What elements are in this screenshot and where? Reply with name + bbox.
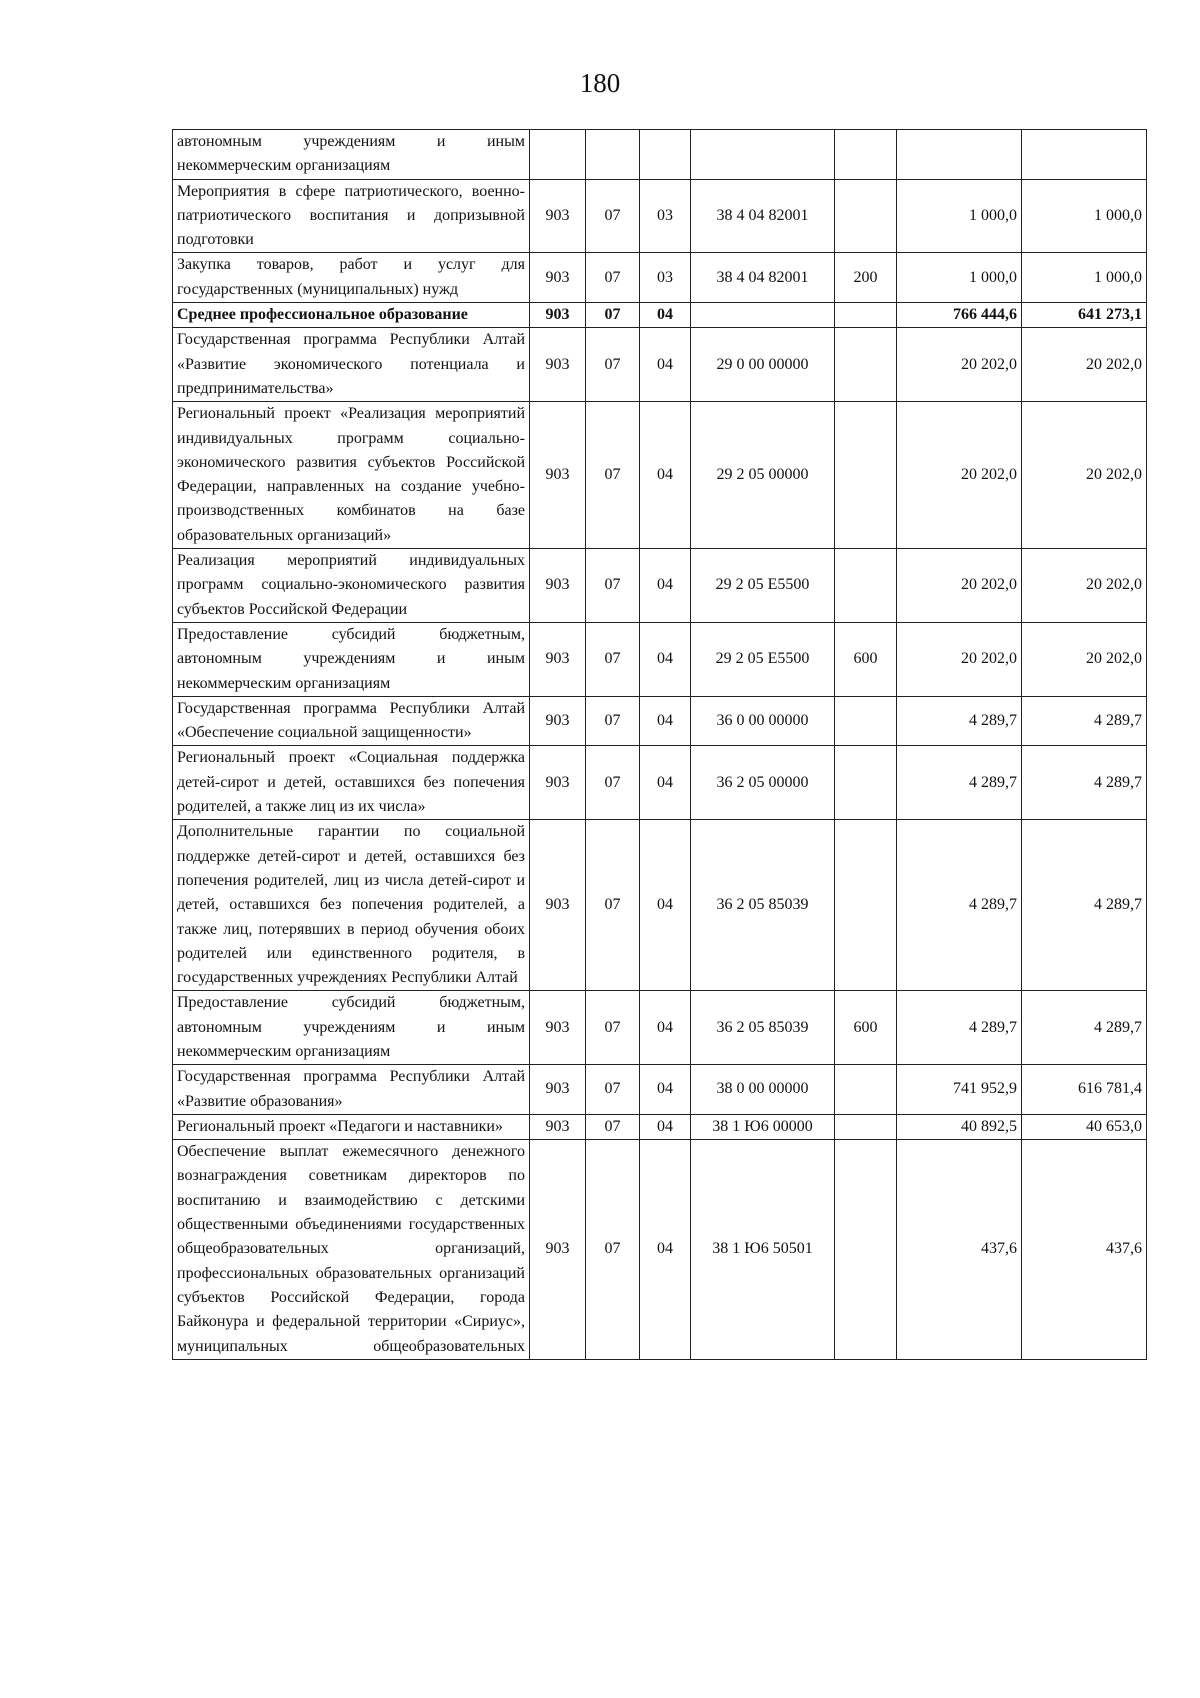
target-code [691,130,835,180]
subsection-code: 03 [640,179,691,253]
expense-type: 200 [835,253,897,303]
target-code: 38 1 Ю6 00000 [691,1114,835,1139]
ministry-code: 903 [530,253,586,303]
expense-type [835,402,897,549]
row-name: Обеспечение выплат ежемесячного денежного вознаграждения советникам директоров по воспитанию и взаимодействию с детскими общественными объединениями государственных общеобразовательных организаций, профессиональных образовательных организаций субъектов Российской Федерации, города Байконура и федеральной территории «Сириус», муниципальных общеобразовательных [173,1140,530,1360]
amount-year-2: 437,6 [1022,1140,1147,1360]
table-row [173,303,1147,328]
expense-type [835,1114,897,1139]
subsection-code: 04 [640,820,691,991]
row-name: Дополнительные гарантии по социальной поддержке детей-сирот и детей, оставшихся без попечения родителей, лиц из числа детей-сирот и детей, оставшихся без попечения родителей, а также лиц, потерявших в период обучения обоих родителей или единственного родителя, в государственных учреждениях Республики Алтай [173,820,530,991]
target-code: 29 2 05 Е5500 [691,549,835,623]
expense-type [835,1140,897,1360]
expense-type [835,179,897,253]
row-name: Государственная программа Республики Алтай «Развитие образования» [173,1065,530,1115]
amount-year-2: 20 202,0 [1022,622,1147,696]
ministry-code: 903 [530,179,586,253]
expense-type [835,746,897,820]
amount-year-1: 4 289,7 [897,820,1022,991]
table-row [173,179,1147,253]
expense-type [835,820,897,991]
section-code: 07 [586,253,640,303]
row-name: Региональный проект «Педагоги и наставники» [173,1114,530,1139]
table-row [173,328,1147,402]
target-code: 29 2 05 Е5500 [691,622,835,696]
amount-year-1: 766 444,6 [897,303,1022,328]
subsection-code: 04 [640,328,691,402]
amount-year-1: 20 202,0 [897,622,1022,696]
ministry-code: 903 [530,402,586,549]
expense-type [835,130,897,180]
target-code: 36 2 05 00000 [691,746,835,820]
table-row [173,991,1147,1065]
subsection-code: 04 [640,549,691,623]
amount-year-2: 1 000,0 [1022,179,1147,253]
table-row [173,746,1147,820]
target-code: 29 0 00 00000 [691,328,835,402]
ministry-code: 903 [530,1065,586,1115]
subsection-code [640,130,691,180]
target-code: 38 4 04 82001 [691,179,835,253]
amount-year-2: 20 202,0 [1022,328,1147,402]
expense-type [835,696,897,746]
table-row [173,696,1147,746]
target-code: 38 1 Ю6 50501 [691,1140,835,1360]
amount-year-1: 1 000,0 [897,253,1022,303]
target-code: 36 0 00 00000 [691,696,835,746]
amount-year-2: 4 289,7 [1022,820,1147,991]
section-code: 07 [586,1140,640,1360]
amount-year-2: 4 289,7 [1022,991,1147,1065]
table-row [173,820,1147,991]
section-code: 07 [586,696,640,746]
table-row [173,1065,1147,1115]
expense-type: 600 [835,622,897,696]
subsection-code: 04 [640,402,691,549]
section-code: 07 [586,991,640,1065]
expense-type [835,328,897,402]
ministry-code: 903 [530,991,586,1065]
target-code: 29 2 05 00000 [691,402,835,549]
amount-year-1: 20 202,0 [897,328,1022,402]
subsection-code: 04 [640,1140,691,1360]
target-code: 38 0 00 00000 [691,1065,835,1115]
target-code: 36 2 05 85039 [691,820,835,991]
ministry-code: 903 [530,820,586,991]
amount-year-1: 20 202,0 [897,549,1022,623]
amount-year-2: 40 653,0 [1022,1114,1147,1139]
subsection-code: 04 [640,622,691,696]
ministry-code: 903 [530,696,586,746]
row-name: Предоставление субсидий бюджетным, автономным учреждениям и иным некоммерческим организациям [173,622,530,696]
row-name: Мероприятия в сфере патриотического, военно-патриотического воспитания и допризывной подготовки [173,179,530,253]
section-code: 07 [586,622,640,696]
target-code: 38 4 04 82001 [691,253,835,303]
amount-year-2: 20 202,0 [1022,549,1147,623]
subsection-code: 03 [640,253,691,303]
amount-year-1: 40 892,5 [897,1114,1022,1139]
target-code: 36 2 05 85039 [691,991,835,1065]
amount-year-1: 741 952,9 [897,1065,1022,1115]
row-name: Государственная программа Республики Алтай «Обеспечение социальной защищенности» [173,696,530,746]
amount-year-1: 1 000,0 [897,179,1022,253]
table-row [173,622,1147,696]
amount-year-1: 437,6 [897,1140,1022,1360]
amount-year-2 [1022,130,1147,180]
table-row [173,549,1147,623]
budget-table [172,129,1147,1360]
amount-year-1: 4 289,7 [897,991,1022,1065]
subsection-code: 04 [640,746,691,820]
section-code: 07 [586,179,640,253]
ministry-code: 903 [530,549,586,623]
ministry-code: 903 [530,746,586,820]
table-row [173,1114,1147,1139]
amount-year-2: 4 289,7 [1022,746,1147,820]
ministry-code [530,130,586,180]
section-code: 07 [586,549,640,623]
ministry-code: 903 [530,622,586,696]
row-name: Реализация мероприятий индивидуальных программ социально-экономического развития субъектов Российской Федерации [173,549,530,623]
target-code [691,303,835,328]
amount-year-1: 20 202,0 [897,402,1022,549]
section-code: 07 [586,820,640,991]
amount-year-2: 641 273,1 [1022,303,1147,328]
ministry-code: 903 [530,1140,586,1360]
amount-year-1: 4 289,7 [897,746,1022,820]
row-name: Государственная программа Республики Алтай «Развитие экономического потенциала и предпринимательства» [173,328,530,402]
table-row [173,130,1147,180]
row-name: Региональный проект «Реализация мероприятий индивидуальных программ социально-экономического развития субъектов Российской Федерации, направленных на создание учебно-производственных комбинатов на базе образовательных организаций» [173,402,530,549]
row-name: Закупка товаров, работ и услуг для государственных (муниципальных) нужд [173,253,530,303]
section-code: 07 [586,303,640,328]
subsection-code: 04 [640,991,691,1065]
amount-year-2: 616 781,4 [1022,1065,1147,1115]
subsection-code: 04 [640,1114,691,1139]
row-name: Региональный проект «Социальная поддержка детей-сирот и детей, оставшихся без попечения родителей, а также лиц из их числа» [173,746,530,820]
table-row [173,1140,1147,1360]
row-name: Среднее профессиональное образование [173,303,530,328]
page-number: 180 [579,68,621,98]
section-code: 07 [586,746,640,820]
subsection-code: 04 [640,1065,691,1115]
table-row [173,402,1147,549]
subsection-code: 04 [640,303,691,328]
ministry-code: 903 [530,1114,586,1139]
amount-year-1: 4 289,7 [897,696,1022,746]
section-code: 07 [586,328,640,402]
amount-year-2: 1 000,0 [1022,253,1147,303]
section-code: 07 [586,1065,640,1115]
ministry-code: 903 [530,303,586,328]
expense-type: 600 [835,991,897,1065]
section-code: 07 [586,1114,640,1139]
row-name: Предоставление субсидий бюджетным, автономным учреждениям и иным некоммерческим организациям [173,991,530,1065]
amount-year-2: 4 289,7 [1022,696,1147,746]
table-row [173,253,1147,303]
expense-type [835,303,897,328]
section-code [586,130,640,180]
expense-type [835,1065,897,1115]
expense-type [835,549,897,623]
section-code: 07 [586,402,640,549]
subsection-code: 04 [640,696,691,746]
row-name: автономным учреждениям и иным некоммерческим организациям [173,130,530,180]
amount-year-1 [897,130,1022,180]
ministry-code: 903 [530,328,586,402]
amount-year-2: 20 202,0 [1022,402,1147,549]
